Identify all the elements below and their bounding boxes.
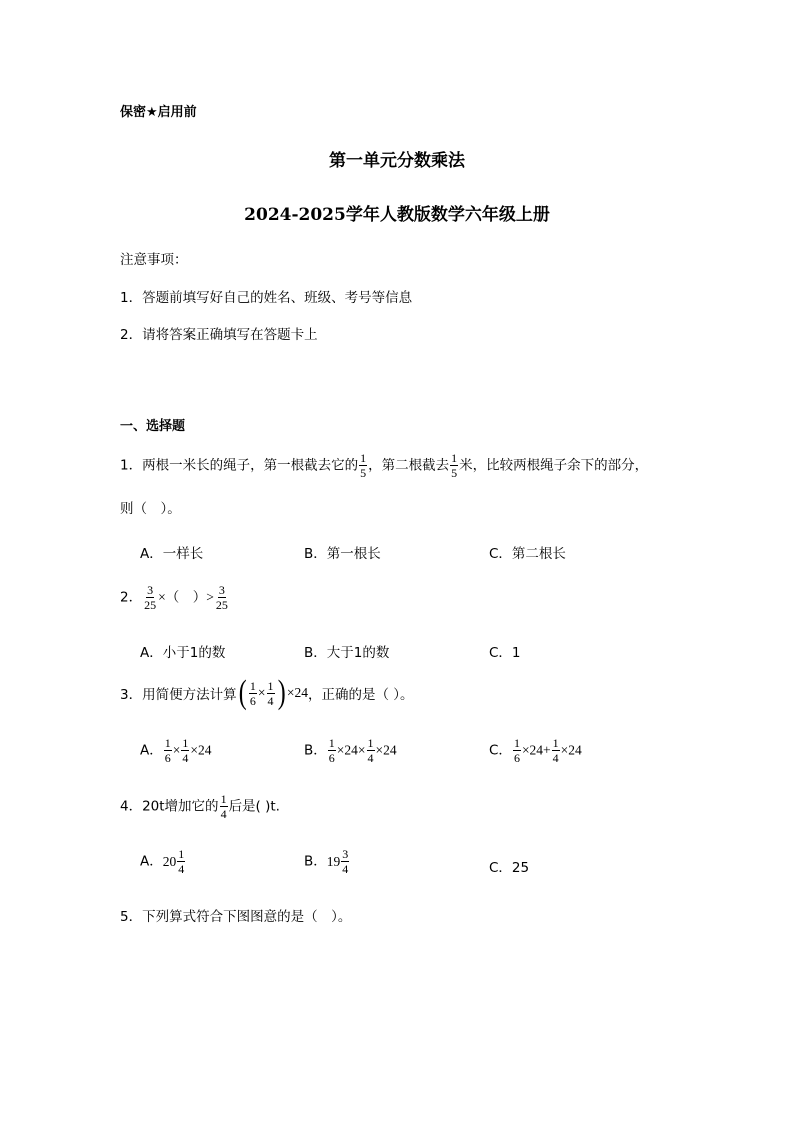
section-heading-choice: 一、选择题 bbox=[120, 419, 186, 434]
q1-option-a[interactable]: A．一样长 bbox=[140, 546, 204, 562]
q3-times: × bbox=[257, 685, 266, 700]
q3-option-c-frac-2-den: 4 bbox=[552, 751, 559, 765]
q3-option-c-frac-1 bbox=[513, 737, 521, 764]
q3-suffix: ，正确的是（ ）。 bbox=[308, 687, 414, 703]
q2-option-b[interactable]: B．大于1的数 bbox=[304, 645, 390, 661]
q3-option-c-frac-1-den: 6 bbox=[513, 751, 520, 765]
q3-option-b-tail: ×24 bbox=[375, 742, 397, 758]
q4-option-a-frac bbox=[177, 848, 185, 875]
q3-option-c-tail: ×24 bbox=[560, 742, 582, 758]
q3-option-b-frac-1-num: 1 bbox=[328, 736, 335, 750]
q3-option-c[interactable] bbox=[489, 737, 582, 764]
q3-option-a-frac-1 bbox=[164, 737, 172, 764]
q1-fraction-2-den: 5 bbox=[451, 466, 458, 480]
question-2 bbox=[120, 584, 230, 611]
q4-option-a-den: 4 bbox=[178, 862, 185, 876]
q1-option-b[interactable]: B．第一根长 bbox=[304, 546, 381, 562]
question-1 bbox=[120, 452, 648, 479]
question-5: 5．下列算式符合下图图意的是（ ）。 bbox=[120, 909, 352, 925]
q4-fraction bbox=[220, 793, 228, 820]
q3-option-c-frac-2-num: 1 bbox=[552, 736, 559, 750]
q3-left-paren: ( bbox=[238, 674, 247, 711]
confidential-label: 保密★启用前 bbox=[120, 105, 197, 120]
q4-option-b-whole: 19 bbox=[326, 853, 341, 869]
q3-prefix: 3．用简便方法计算 bbox=[120, 687, 237, 703]
question-3 bbox=[120, 676, 414, 710]
q4-fraction-num: 1 bbox=[220, 792, 227, 806]
q4-option-b[interactable] bbox=[304, 848, 350, 875]
q1-fraction-2 bbox=[450, 452, 458, 479]
q3-fraction-2-num: 1 bbox=[267, 678, 274, 693]
q3-option-b-frac-1 bbox=[328, 737, 336, 764]
q3-option-a-times: × bbox=[172, 742, 181, 758]
q3-option-c-frac-1-num: 1 bbox=[513, 736, 520, 750]
q3-fraction-2 bbox=[267, 680, 275, 707]
note-item-2: 2．请将答案正确填写在答题卡上 bbox=[120, 327, 318, 343]
q2-fraction-1-num: 3 bbox=[147, 583, 154, 597]
q4-option-b-mixed bbox=[327, 848, 351, 875]
q4-option-a-label: A． bbox=[140, 853, 163, 870]
q3-option-b-mid: ×24× bbox=[336, 742, 366, 758]
q3-option-a[interactable] bbox=[140, 737, 212, 764]
q3-option-c-label: C． bbox=[489, 742, 512, 759]
q2-fraction-2-den: 25 bbox=[215, 598, 228, 612]
q3-option-a-frac-2-num: 1 bbox=[182, 736, 189, 750]
q3-option-c-frac-2 bbox=[552, 737, 560, 764]
q3-right-paren: ) bbox=[277, 674, 286, 711]
q2-fraction-2-num: 3 bbox=[218, 583, 225, 597]
q1-fraction-1-num: 1 bbox=[360, 451, 367, 465]
q3-fraction-2-den: 4 bbox=[267, 693, 274, 708]
q4-option-a[interactable] bbox=[140, 848, 186, 875]
q1-fraction-1-den: 5 bbox=[360, 466, 367, 480]
q1-suffix: 米，比较两根绳子余下的部分， bbox=[459, 457, 649, 474]
q4-prefix: 4．20t增加它的 bbox=[120, 798, 219, 815]
q1-fraction-2-num: 1 bbox=[451, 451, 458, 465]
q4-suffix: 后是( )t. bbox=[228, 798, 280, 815]
q3-option-b[interactable] bbox=[304, 737, 397, 764]
question-4 bbox=[120, 793, 280, 820]
q4-option-b-frac bbox=[341, 848, 349, 875]
q3-option-a-label: A． bbox=[140, 742, 163, 759]
q4-option-b-label: B． bbox=[304, 853, 327, 870]
q2-fraction-2 bbox=[215, 584, 229, 611]
notes-heading: 注意事项： bbox=[120, 252, 188, 268]
q3-option-a-frac-2 bbox=[181, 737, 189, 764]
q2-option-a[interactable]: A．小于1的数 bbox=[140, 645, 226, 661]
q4-option-b-den: 4 bbox=[342, 862, 349, 876]
q4-option-c[interactable]: C．25 bbox=[489, 860, 530, 876]
q3-option-a-frac-1-num: 1 bbox=[164, 736, 171, 750]
q4-option-a-mixed bbox=[163, 848, 187, 875]
q2-fraction-1 bbox=[143, 584, 157, 611]
q3-option-a-frac-1-den: 6 bbox=[164, 751, 171, 765]
q3-fraction-1-den: 6 bbox=[249, 693, 256, 708]
q1-middle: ，第二根截去 bbox=[368, 457, 450, 474]
q3-option-a-frac-2-den: 4 bbox=[182, 751, 189, 765]
q2-fraction-1-den: 25 bbox=[144, 598, 157, 612]
q4-option-b-num: 3 bbox=[342, 847, 349, 861]
q1-option-c[interactable]: C．第二根长 bbox=[489, 546, 566, 562]
q3-option-b-frac-1-den: 6 bbox=[328, 751, 335, 765]
q2-operator: ×（ ）> bbox=[158, 589, 214, 605]
note-item-1: 1．答题前填写好自己的姓名、班级、考号等信息 bbox=[120, 290, 413, 306]
q3-after: ×24 bbox=[286, 685, 308, 700]
q4-fraction-den: 4 bbox=[220, 807, 227, 821]
q2-option-c[interactable]: C．1 bbox=[489, 645, 521, 661]
q3-fraction-1 bbox=[249, 680, 257, 707]
q3-fraction-1-num: 1 bbox=[249, 678, 256, 693]
q2-number: 2． bbox=[120, 589, 143, 606]
q3-option-b-frac-2-num: 1 bbox=[367, 736, 374, 750]
page-subtitle: 2024-2025学年人教版数学六年级上册 bbox=[244, 205, 550, 225]
q1-line-2: 则（ ）。 bbox=[120, 501, 181, 517]
q3-option-b-label: B． bbox=[304, 742, 327, 759]
page-title: 第一单元分数乘法 bbox=[329, 151, 465, 171]
q4-option-a-whole: 20 bbox=[162, 853, 177, 869]
q3-option-b-frac-2-den: 4 bbox=[367, 751, 374, 765]
q3-option-c-mid: ×24+ bbox=[521, 742, 551, 758]
q4-option-a-num: 1 bbox=[178, 847, 185, 861]
q1-fraction-1 bbox=[359, 452, 367, 479]
q3-option-b-frac-2 bbox=[367, 737, 375, 764]
q1-prefix: 1．两根一米长的绳子，第一根截去它的 bbox=[120, 457, 359, 474]
q3-option-a-tail: ×24 bbox=[190, 742, 212, 758]
